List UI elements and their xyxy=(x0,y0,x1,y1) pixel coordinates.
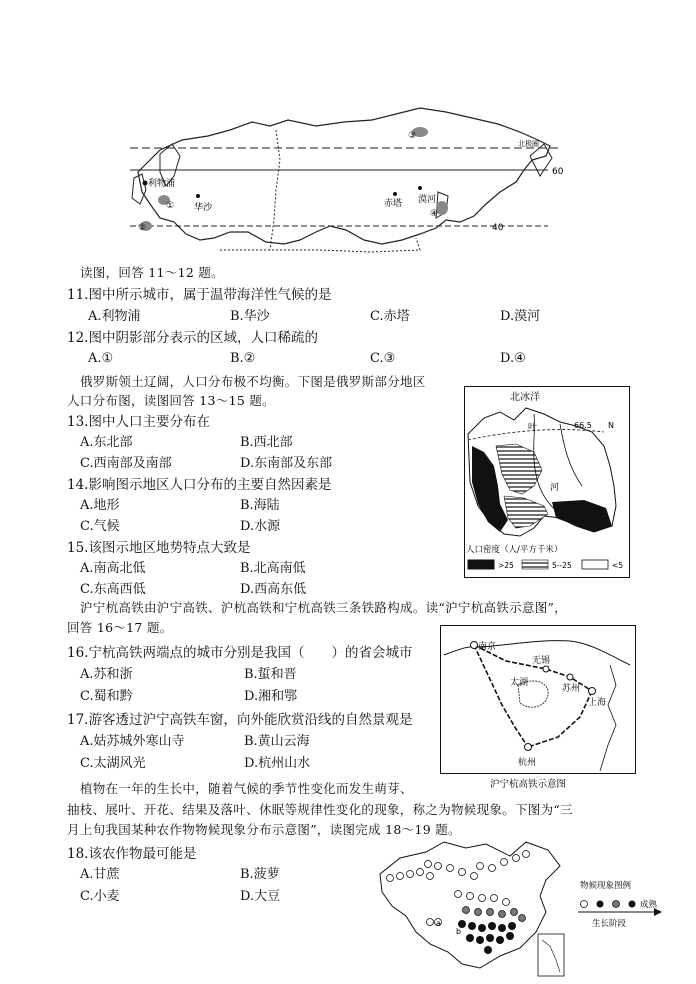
q18-option-d[interactable]: D.大豆 xyxy=(240,889,281,904)
city-dot-liwupu xyxy=(143,181,148,186)
intro-16-17-line2: 回答 16～17 题。 xyxy=(67,620,173,635)
city-dot-chita xyxy=(393,192,397,196)
q14-option-b[interactable]: B.海陆 xyxy=(240,498,280,513)
legend-stage-4 xyxy=(629,901,636,908)
city-dot-huasha xyxy=(196,194,200,198)
q12-option-c[interactable]: C.③ xyxy=(370,351,396,366)
q16-stem: 16.宁杭高铁两端点的城市分别是我国（ ）的省会城市 xyxy=(67,645,413,661)
q16-option-b[interactable]: B.蜇和晋 xyxy=(244,667,297,682)
map-russia-eurasia-svg xyxy=(120,100,580,268)
q12-option-d[interactable]: D.④ xyxy=(500,351,526,366)
legend-axis-label: 生长阶段 xyxy=(592,919,627,929)
city-marker-nanjing xyxy=(471,642,478,649)
q16-option-a[interactable]: A.苏和浙 xyxy=(80,667,133,682)
q11-stem: 11.图中所示城市，属于温带海洋性气候的是 xyxy=(67,287,332,303)
q13-option-d[interactable]: D.东南部及东部 xyxy=(240,456,333,471)
legend-swatch-high xyxy=(468,560,494,569)
intro-18-19-line2: 抽枝、展叶、开花、结果及落叶、休眠等规律性变化的现象，称之为物候现象。下图为“三 xyxy=(67,802,573,817)
legend-stage-1 xyxy=(581,901,588,908)
label-shanghai: 上海 xyxy=(588,698,607,708)
q15-option-b[interactable]: B.北高南低 xyxy=(240,561,306,576)
q16-option-c[interactable]: C.蜀和黔 xyxy=(80,689,133,704)
caption-rail-map: 沪宁杭高铁示意图 xyxy=(490,779,567,790)
q11-option-a[interactable]: A.利物浦 xyxy=(88,309,141,324)
q13-stem: 13.图中人口主要分布在 xyxy=(67,414,210,430)
q14-option-d[interactable]: D.水源 xyxy=(240,519,281,534)
intro-16-17-line1: 沪宁杭高铁由沪宁高铁、沪杭高铁和宁杭高铁三条铁路构成。读“沪宁杭高铁示意图”， xyxy=(80,600,567,615)
q11-option-c[interactable]: C.赤塔 xyxy=(370,309,410,324)
q14-option-a[interactable]: A.地形 xyxy=(80,498,120,513)
label-suzhou: 苏州 xyxy=(562,684,581,694)
q12-stem: 12.图中阴影部分表示的区域，人口稀疏的 xyxy=(67,330,318,346)
legend-label-high: >25 xyxy=(498,561,514,570)
label-arctic-ocean: 北冰洋 xyxy=(510,392,540,403)
q13-option-c[interactable]: C.西南部及南部 xyxy=(80,456,172,471)
q17-option-b[interactable]: B.黄山云海 xyxy=(244,734,310,749)
label-mark-4: ④ xyxy=(430,209,439,219)
map-china-phenology-svg xyxy=(370,836,680,980)
q12-option-b[interactable]: B.② xyxy=(230,351,256,366)
city-marker-shanghai xyxy=(589,688,596,695)
q18-option-a[interactable]: A.甘蔗 xyxy=(80,867,120,882)
label-mark-2: ② xyxy=(138,223,147,233)
q14-option-c[interactable]: C.气候 xyxy=(80,519,120,534)
intro-11-12: 读图，回答 11～12 题。 xyxy=(80,265,224,280)
q12-option-a[interactable]: A.① xyxy=(88,351,114,366)
city-marker-wuxi xyxy=(543,666,549,672)
q11-option-d[interactable]: D.漠河 xyxy=(500,309,541,324)
city-marker-suzhou xyxy=(567,674,573,680)
label-wuxi: 无锡 xyxy=(532,656,551,666)
q15-stem: 15.该图示地区地势特点大致是 xyxy=(67,540,251,556)
intro-18-19-line1: 植物在一年的生长中，随着气候的季节性变化而发生萌芽、 xyxy=(80,781,413,796)
legend-label-medium: 5--25 xyxy=(552,561,572,570)
map-russia-eurasia xyxy=(120,100,580,268)
label-mark-b: b xyxy=(456,927,462,936)
intro-13-15-line2: 人口分布图，读图回答 13～15 题。 xyxy=(67,393,275,408)
map-hunninghang-rail xyxy=(440,625,636,793)
q15-option-c[interactable]: C.东高西低 xyxy=(80,582,146,597)
q17-option-a[interactable]: A.姑苏城外寒山寺 xyxy=(80,734,185,749)
q14-stem: 14.影响图示地区人口分布的主要自然因素是 xyxy=(67,477,332,493)
q18-option-b[interactable]: B.菠萝 xyxy=(240,867,280,882)
label-lat-40: 40 xyxy=(492,223,504,233)
label-mark-1: ① xyxy=(166,201,175,211)
legend-stage-2 xyxy=(597,901,604,908)
q15-option-d[interactable]: D.西高东低 xyxy=(240,582,307,597)
q13-option-a[interactable]: A.东北部 xyxy=(80,435,133,450)
q13-option-b[interactable]: B.西北部 xyxy=(240,435,293,450)
label-taihu: 太湖 xyxy=(510,678,529,688)
label-nanjing: 南京 xyxy=(478,642,497,652)
map-russia-population-svg xyxy=(464,386,630,578)
legend-title: 人口密度（人/平方千米） xyxy=(466,545,563,555)
label-chita: 赤塔 xyxy=(384,199,403,209)
city-dot-mohe xyxy=(418,186,422,190)
label-mohe: 漠河 xyxy=(418,195,437,205)
q17-option-d[interactable]: D.杭州山水 xyxy=(244,756,311,771)
map-hunninghang-rail-svg xyxy=(440,625,636,793)
label-lat-66: 66.5 xyxy=(574,421,592,430)
label-north: N xyxy=(608,421,614,430)
city-marker-hangzhou xyxy=(525,744,532,751)
q18-option-c[interactable]: C.小麦 xyxy=(80,889,120,904)
legend-swatch-low xyxy=(582,560,608,569)
q17-option-c[interactable]: C.太湖风光 xyxy=(80,756,146,771)
legend-stage-3 xyxy=(613,901,620,908)
q17-stem: 17.游客透过沪宁高铁车窗，向外能欣赏沿线的自然景观是 xyxy=(67,712,413,728)
q11-option-b[interactable]: B.华沙 xyxy=(230,309,270,324)
q15-option-a[interactable]: A.南高北低 xyxy=(80,561,146,576)
intro-18-19-line3: 月上旬我国某种农作物物候现象分布示意图”，读图完成 18～19 题。 xyxy=(67,822,461,837)
q16-option-d[interactable]: D.湘和鄂 xyxy=(244,689,298,704)
legend-swatch-medium xyxy=(522,560,548,569)
label-river-ye: 叶 xyxy=(528,423,538,433)
label-arctic: 北极圈 xyxy=(518,140,539,148)
label-mark-3: ③ xyxy=(408,131,417,141)
intro-13-15-line1: 俄罗斯领土辽阔，人口分布极不均衡。下图是俄罗斯部分地区 xyxy=(80,374,426,389)
label-river-he: 河 xyxy=(550,483,560,493)
map-russia-population xyxy=(464,386,630,578)
legend-title: 物候现象图例 xyxy=(580,881,632,891)
legend-label-low: <5 xyxy=(612,561,624,570)
legend-arrow-label: 成熟 xyxy=(640,900,658,910)
label-lat-60: 60 xyxy=(552,167,564,177)
label-huasha: 华沙 xyxy=(194,203,213,213)
label-mark-a: a xyxy=(436,919,441,928)
label-liwupu: 利物浦 xyxy=(148,179,176,189)
label-hangzhou: 杭州 xyxy=(518,758,537,768)
q18-stem: 18.该农作物最可能是 xyxy=(67,846,197,862)
map-china-phenology xyxy=(370,836,680,980)
